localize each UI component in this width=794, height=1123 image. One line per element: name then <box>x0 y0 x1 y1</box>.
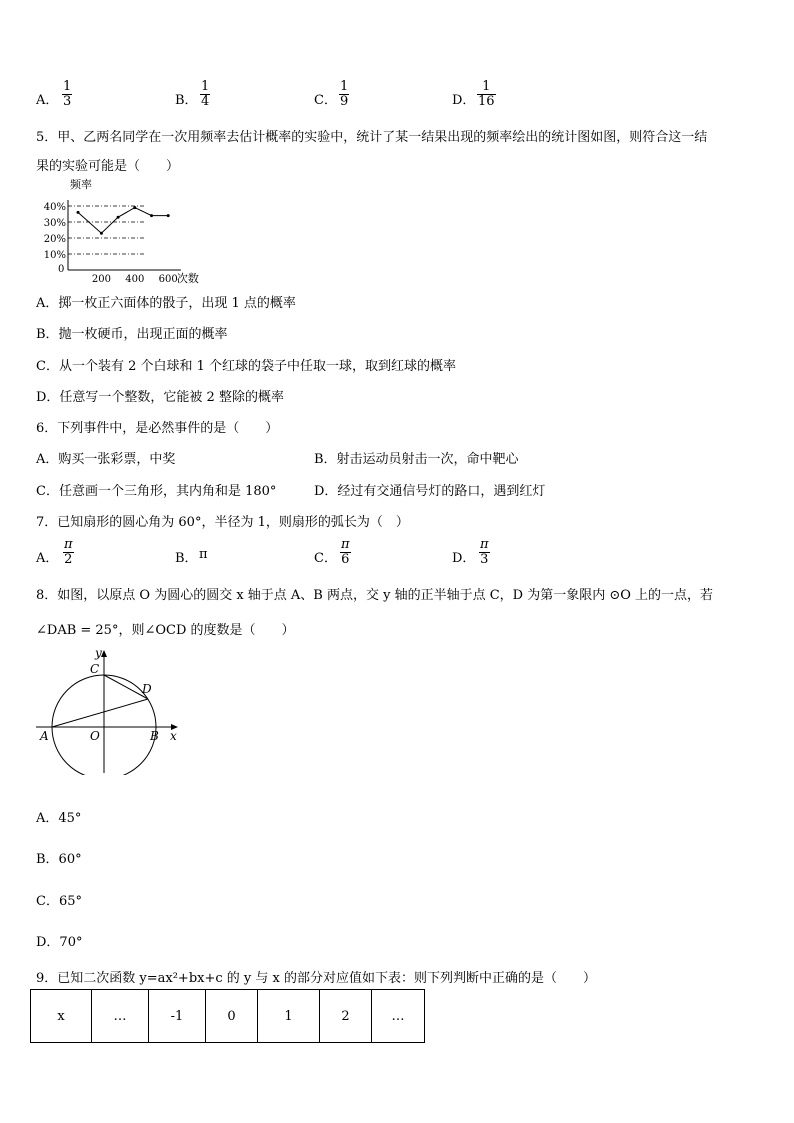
x-axis-label: x <box>170 729 177 743</box>
point-o-label: O <box>90 729 100 743</box>
frequency-line-chart <box>30 178 220 288</box>
q7-option-b-letter: B． <box>175 551 198 566</box>
q5-stem-line1: 5．甲、乙两名同学在一次用频率去估计概率的实验中，统计了某一结果出现的频率绘出的统计图如图，则符合这一结 <box>36 130 708 145</box>
table-cell: -1 <box>149 990 206 1043</box>
q9-value-table <box>30 989 425 1043</box>
q7-option-a-fraction: $\frac{\pi}{2}$ <box>64 537 73 567</box>
q8-option-c: C．65° <box>36 894 82 909</box>
data-point <box>100 232 103 235</box>
point-c-label: C <box>90 662 100 676</box>
q4-option-a-fraction: $\frac{1}{3}$ <box>63 79 72 109</box>
series-line <box>78 208 168 234</box>
x-tick-label: 600 <box>158 274 178 285</box>
point-a-label: A <box>40 729 49 743</box>
point-d-label: D <box>142 682 152 696</box>
data-point <box>77 211 80 214</box>
q7-option-c-fraction: $\frac{\pi}{6}$ <box>341 537 350 567</box>
q9-stem: 9．已知二次函数 y=ax²+bx+c 的 y 与 x 的部分对应值如下表：则下列判断中正确的是（ ） <box>36 971 596 986</box>
data-point <box>150 214 153 217</box>
q4-option-c-fraction: $\frac{1}{9}$ <box>340 79 349 109</box>
q5-option-a: A．掷一枚正六面体的骰子，出现 1 点的概率 <box>36 296 296 311</box>
table-cell: 2 <box>320 990 372 1043</box>
q7-option-d-letter: D． <box>452 551 476 566</box>
q8-option-d: D．70° <box>36 935 83 950</box>
data-point <box>167 214 170 217</box>
q6-option-a: A．购买一张彩票，中奖 <box>36 452 176 467</box>
q4-option-c-letter: C． <box>314 93 337 108</box>
q5-stem-line2: 果的实验可能是（ ） <box>36 159 180 174</box>
y-tick-label: 40% <box>43 202 66 213</box>
table-cell: 0 <box>206 990 258 1043</box>
q4-option-d-letter: D． <box>452 93 476 108</box>
x-axis-title: 次数 <box>176 272 199 285</box>
x-tick-label: 400 <box>125 274 145 285</box>
y-tick-label: 20% <box>43 234 66 245</box>
y-tick-label: 30% <box>43 218 66 229</box>
q5-option-b: B．抛一枚硬币，出现正面的概率 <box>36 327 228 342</box>
y-tick-label: 10% <box>43 250 66 261</box>
q6-option-d: D．经过有交通信号灯的路口，遇到红灯 <box>314 484 546 499</box>
y-axis-label: y <box>95 646 102 660</box>
q5-option-d: D．任意写一个整数，它能被 2 整除的概率 <box>36 390 284 405</box>
q8-option-a: A．45° <box>36 811 82 826</box>
q8-option-b: B．60° <box>36 852 82 867</box>
point-b-label: B <box>150 729 159 743</box>
q4-option-d-fraction: $\frac{1}{16}$ <box>478 79 495 109</box>
y-axis-title: 频率 <box>70 178 92 191</box>
q7-stem: 7．已知扇形的圆心角为 60°，半径为 1，则扇形的弧长为（ ） <box>36 515 409 530</box>
q4-option-b-letter: B． <box>175 93 198 108</box>
table-cell: … <box>372 990 425 1043</box>
q5-option-c: C．从一个装有 2 个白球和 1 个红球的袋子中任取一球，取到红球的概率 <box>36 359 457 374</box>
table-cell: 1 <box>258 990 320 1043</box>
q6-option-b: B．射击运动员射击一次，命中靶心 <box>314 452 519 467</box>
q7-option-c-letter: C． <box>314 551 337 566</box>
q4-option-a-letter: A． <box>36 93 59 108</box>
q7-option-a-letter: A． <box>36 551 59 566</box>
q6-stem: 6．下列事件中，是必然事件的是（ ） <box>36 421 279 436</box>
q8-stem-line1: 8．如图，以原点 O 为圆心的圆交 x 轴于点 A、B 两点，交 y 轴的正半轴于点 C，D 为第一象限内 ⊙O 上的一点，若 <box>36 588 714 603</box>
table-cell: x <box>31 990 92 1043</box>
circle-geometry-figure <box>30 645 190 775</box>
x-tick-label: 200 <box>91 274 111 285</box>
table-cell: … <box>92 990 149 1043</box>
q8-stem-line2: ∠DAB = 25°，则∠OCD 的度数是（ ） <box>36 623 295 638</box>
table-row <box>31 990 425 1043</box>
data-point <box>117 216 120 219</box>
q7-option-d-fraction: $\frac{\pi}{3}$ <box>480 537 489 567</box>
q6-option-c: C．任意画一个三角形，其内角和是 180° <box>36 484 277 499</box>
q4-option-b-fraction: $\frac{1}{4}$ <box>201 79 210 109</box>
data-point <box>133 206 136 209</box>
origin-label: 0 <box>58 264 65 275</box>
q7-option-b-value: π <box>199 547 208 562</box>
